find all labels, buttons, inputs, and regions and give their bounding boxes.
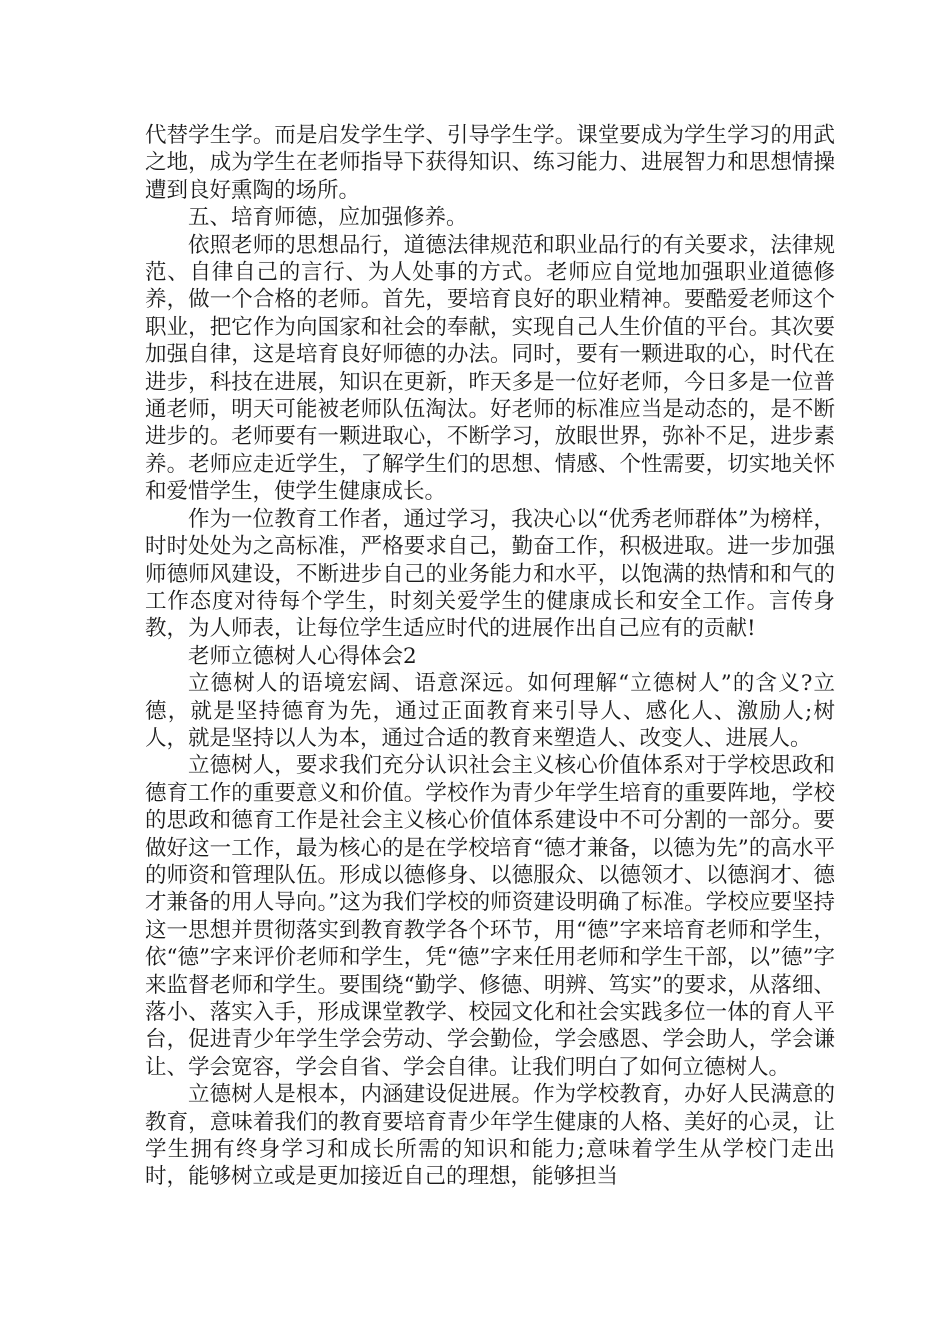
paragraph: 立德树人，要求我们充分认识社会主义核心价值体系对于学校思政和德育工作的重要意义和价值。学校作为青少年学生培育的重要阵地，学校的思政和德育工作是社会主义核心价值体系建设中不可分割的一部分。要做好这一工作，最为核心的是在学校培育“德才兼备，以德为先”的高水平的师资和管理队伍。形成以德修身、以德服众、以德领才、以德润才、德才兼备的用人导向。”这为我们学校的师资建设明确了标准。学校应要坚持这一思想并贯彻落实到教育教学各个环节，用“德”字来培育老师和学生，依“德”字来评价老师和学生，凭“德”字来任用老师和学生干部，以”德”字来监督老师和学生。要围绕“勤学、修德、明辨、笃实”的要求，从落细、落小、落实入手，形成课堂教学、校园文化和社会实践多位一体的育人平台，促进青少年学生学会劳动、学会勤俭，学会感恩、学会助人，学会谦让、学会宽容，学会自省、学会自律。让我们明白了如何立德树人。 xyxy=(145,753,835,1080)
section-heading: 老师立德树人心得体会2 xyxy=(188,643,417,669)
paragraph: 立德树人是根本，内涵建设促进展。作为学校教育，办好人民满意的教育，意味着我们的教育要培育青少年学生健康的人格、美好的心灵，让学生拥有终身学习和成长所需的知识和能力;意味着学生从学校门走出时，能够树立或是更加接近自己的理想，能够担当 xyxy=(145,1082,835,1190)
document-body xyxy=(145,122,835,1191)
paragraph: 立德树人的语境宏阔、语意深远。如何理解“立德树人”的含义?立德，就是坚持德育为先，通过正面教育来引导人、感化人、激励人;树人，就是坚持以人为本，通过合适的教育来塑造人、改变人、进展人。 xyxy=(145,671,835,751)
paragraph: 作为一位教育工作者，通过学习，我决心以“优秀老师群体”为榜样，时时处处为之高标准，严格要求自己，勤奋工作，积极进取。进一步加强师德师风建设，不断进步自己的业务能力和水平，以饱满的热情和和气的工作态度对待每个学生，时刻关爱学生的健康成长和安全工作。言传身教，为人师表，让每位学生适应时代的进展作出自己应有的贡献! xyxy=(145,506,835,642)
paragraph: 依照老师的思想品行，道德法律规范和职业品行的有关要求，法律规范、自律自己的言行、为人处事的方式。老师应自觉地加强职业道德修养，做一个合格的老师。首先，要培育良好的职业精神。要酷爱老师这个职业，把它作为向国家和社会的奉献，实现自己人生价值的平台。其次要加强自律，这是培育良好师德的办法。同时，要有一颗进取的心，时代在进步，科技在进展，知识在更新，昨天多是一位好老师，今日多是一位普通老师，明天可能被老师队伍淘汰。好老师的标准应当是动态的，是不断进步的。老师要有一颗进取心，不断学习，放眼世界，弥补不足，进步素养。老师应走近学生，了解学生们的思想、情感、个性需要，切实地关怀和爱惜学生，使学生健康成长。 xyxy=(145,232,835,505)
paragraph: 代替学生学。而是启发学生学、引导学生学。课堂要成为学生学习的用武之地，成为学生在老师指导下获得知识、练习能力、进展智力和思想情操遭到良好熏陶的场所。 xyxy=(145,123,835,203)
section-heading: 五、培育师德，应加强修养。 xyxy=(188,205,468,231)
